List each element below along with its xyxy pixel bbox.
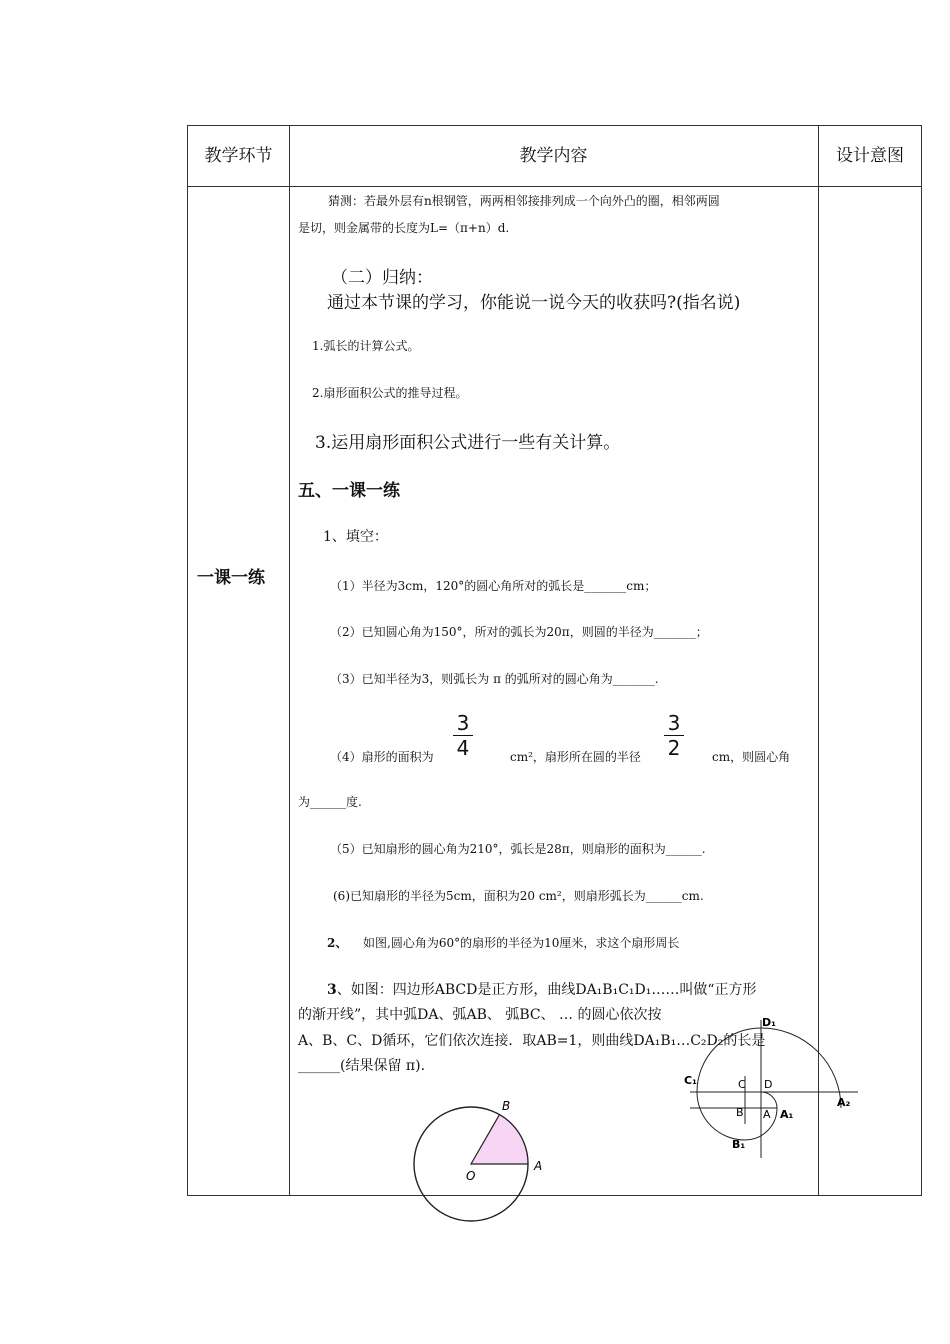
question-5: （5）已知扇形的圆心角为210°，弧长是28π，则扇形的面积为______. (330, 842, 706, 856)
problem-3-line-4: ______(结果保留 π). (298, 1058, 426, 1074)
guess-line-1: 猜测：若最外层有n根钢管，两两相邻接排列成一个向外凸的圈，相邻两圆 (328, 194, 720, 208)
label-b: B (736, 1106, 744, 1119)
problem-3-number: 3 (327, 982, 337, 998)
label-a2: A₂ (837, 1096, 851, 1109)
question-4-part-b: cm²，扇形所在圆的半径 (510, 750, 641, 764)
label-a1: A₁ (780, 1108, 794, 1121)
question-2: （2）已知圆心角为150°，所对的弧长为20π，则圆的半径为_______； (330, 625, 708, 639)
fraction-radius-denominator: 2 (667, 736, 681, 760)
summary-item-3: 3.运用扇形面积公式进行一些有关计算。 (315, 433, 621, 453)
question-4-part-a: （4）扇形的面积为 (330, 750, 434, 764)
guess-line-2: 是切，则金属带的长度为L=（π+n）d. (298, 221, 510, 235)
section-label: 一课一练 (197, 568, 265, 588)
sector-figure (410, 1096, 550, 1226)
label-d1: D₁ (762, 1016, 776, 1029)
fraction-area (453, 712, 473, 759)
label-b1: B₁ (732, 1138, 746, 1151)
summary-item-1: 1.弧长的计算公式。 (312, 339, 420, 353)
sector-label-b: B (502, 1099, 511, 1113)
problem-2-text: 如图,圆心角为60°的扇形的半径为10厘米，求这个扇形周长 (363, 936, 680, 950)
label-a: A (763, 1108, 771, 1121)
sector-shape (471, 1115, 528, 1164)
sector-label-o: O (466, 1169, 476, 1183)
fraction-area-numerator: 3 (456, 711, 470, 735)
fraction-radius (664, 712, 684, 759)
label-c1: C₁ (684, 1074, 697, 1087)
problem-3-line-3: A、B、C、D循环，它们依次连接．取AB=1，则曲线DA₁B₁…C₂D₂的长是 (298, 1033, 766, 1049)
problem-3-line-2: 的渐开线”，其中弧DA、弧AB、 弧BC、 … 的圆心依次按 (298, 1007, 662, 1023)
problem-3-line-1: 、如图：四边形ABCD是正方形，曲线DA₁B₁C₁D₁……叫做“正方形 (336, 982, 757, 998)
fraction-area-denominator: 4 (456, 736, 470, 760)
arc-da1 (761, 1092, 777, 1108)
summary-item-2: 2.扇形面积公式的推导过程。 (312, 386, 468, 400)
sector-label-a: A (534, 1159, 543, 1173)
header-design-intent: 设计意图 (836, 146, 904, 166)
problem-2-number: 2、 (327, 936, 348, 950)
question-3: （3）已知半径为3，则弧长为 π 的弧所对的圆心角为_______. (330, 672, 659, 686)
column-divider-1 (289, 126, 290, 1195)
summary-question: 通过本节课的学习，你能说一说今天的收获吗?(指名说) (327, 293, 741, 313)
mask-table-border (410, 1181, 550, 1195)
question-4-part-c: cm，则圆心角 (712, 750, 791, 764)
section5-title: 五、一课一练 (298, 481, 400, 501)
question-4-line-2: 为______度. (298, 795, 362, 809)
header-divider (188, 186, 921, 187)
summary-title: （二）归纳： (331, 268, 433, 288)
fraction-radius-numerator: 3 (667, 711, 681, 735)
label-c: C (738, 1078, 746, 1091)
arc-d1a2 (761, 1028, 841, 1108)
involute-figure (682, 1012, 862, 1162)
arc-c1d1 (697, 1028, 761, 1092)
header-teaching-content: 教学内容 (519, 146, 588, 166)
header-teaching-stage: 教学环节 (204, 146, 273, 166)
fill-in-title: 1、填空： (323, 529, 388, 545)
question-1: （1）半径为3cm，120°的圆心角所对的弧长是_______cm； (330, 579, 657, 593)
question-6: (6)已知扇形的半径为5cm，面积为20 cm²，则扇形弧长为______cm. (333, 889, 704, 903)
label-d: D (764, 1078, 773, 1091)
